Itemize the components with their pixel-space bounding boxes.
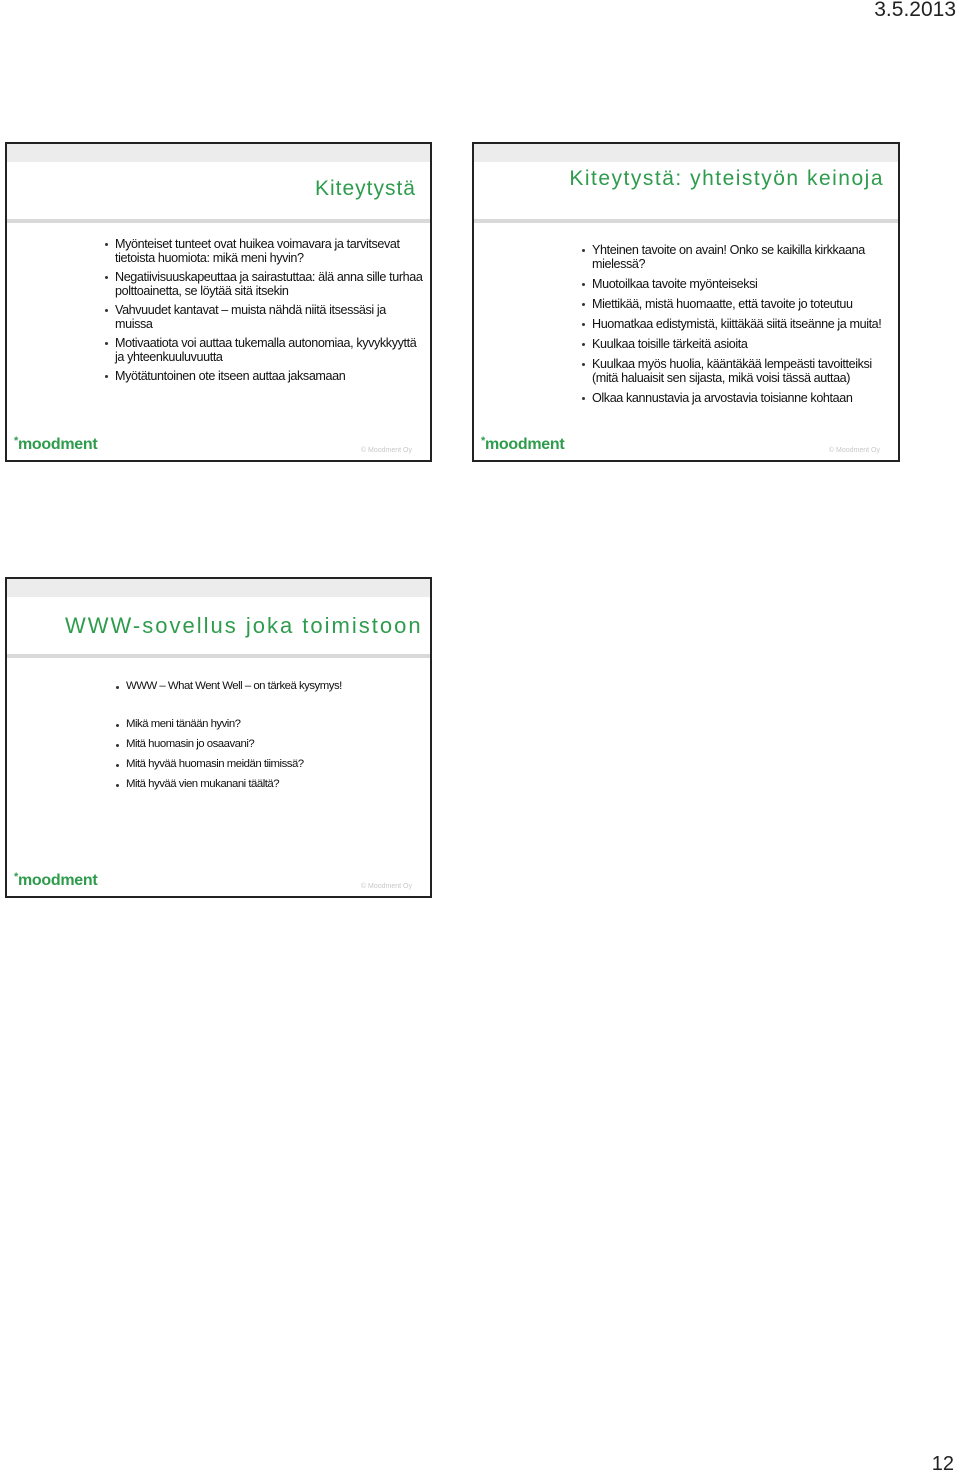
bullet-item: Kuulkaa myös huolia, kääntäkää lempeästi tavoitteiksi (mitä haluaisit sen sijasta, mikä voisi tässä auttaa) [581,357,891,385]
document-date: 3.5.2013 [874,0,956,21]
bullet-item: Olkaa kannustavia ja arvostavia toisianne kohtaan [581,391,891,405]
bullet-list [581,243,891,411]
slide-title: Kiteytystä [314,177,416,200]
bullet-item: Mitä hyvää vien mukanani täältä? [115,778,415,791]
bullet-item: Muotoilkaa tavoite myönteiseksi [581,277,891,291]
slide-www-sovellus [5,577,432,898]
bullet-item: Myötätuntoinen ote itseen auttaa jaksamaan [104,369,424,383]
slide-yhteistyon-keinoja [472,142,900,462]
bullet-item: Vahvuudet kantavat – muista nähdä niitä itsessäsi ja muissa [104,303,424,331]
bullet-item: Mitä hyvää huomasin meidän tiimissä? [115,758,415,771]
bullet-item: Yhteinen tavoite on avain! Onko se kaikilla kirkkaana mielessä? [581,243,891,271]
bullet-item: WWW – What Went Well – on tärkeä kysymys! [115,680,415,693]
bullet-item: Myönteiset tunteet ovat huikea voimavara ja tarvitsevat tietoista huomiota: mikä meni hyvin? [104,237,424,265]
bullet-list [115,680,415,798]
bullet-item: Mikä meni tänään hyvin? [115,718,415,731]
slide-footer: © Moodment Oy [360,883,412,890]
slide-title: Kiteytystä: yhteistyön keinoja [569,167,884,190]
slide-title: WWW-sovellus joka toimistoon [65,613,423,638]
slide-top-band [7,579,430,597]
bullet-item: Huomatkaa edistymistä, kiittäkää siitä itseänne ja muita! [581,317,891,331]
slide-footer: © Moodment Oy [828,447,880,454]
slide-title-divider [474,219,898,223]
moodment-logo: *moodment [481,435,565,453]
bullet-item: Miettikää, mistä huomaatte, että tavoite jo toteutuu [581,297,891,311]
slide-footer: © Moodment Oy [360,447,412,454]
bullet-item: Negatiivisuuskapeuttaa ja sairastuttaa: älä anna sille turhaa polttoainetta, se löytää sitä itsekin [104,270,424,298]
moodment-logo: *moodment [14,435,98,453]
slide-title-divider [7,654,430,658]
bullet-list [104,237,424,388]
page-number: 12 [931,1453,954,1475]
bullet-item: Kuulkaa toisille tärkeitä asioita [581,337,891,351]
slide-top-band [474,144,898,162]
slide-kiteytysta [5,142,432,462]
moodment-logo: *moodment [14,871,98,889]
bullet-item: Motivaatiota voi auttaa tukemalla autonomiaa, kyvykkyyttä ja yhteenkuuluvuutta [104,336,424,364]
slide-title-divider [7,219,430,223]
slide-top-band [7,144,430,162]
bullet-item: Mitä huomasin jo osaavani? [115,738,415,751]
